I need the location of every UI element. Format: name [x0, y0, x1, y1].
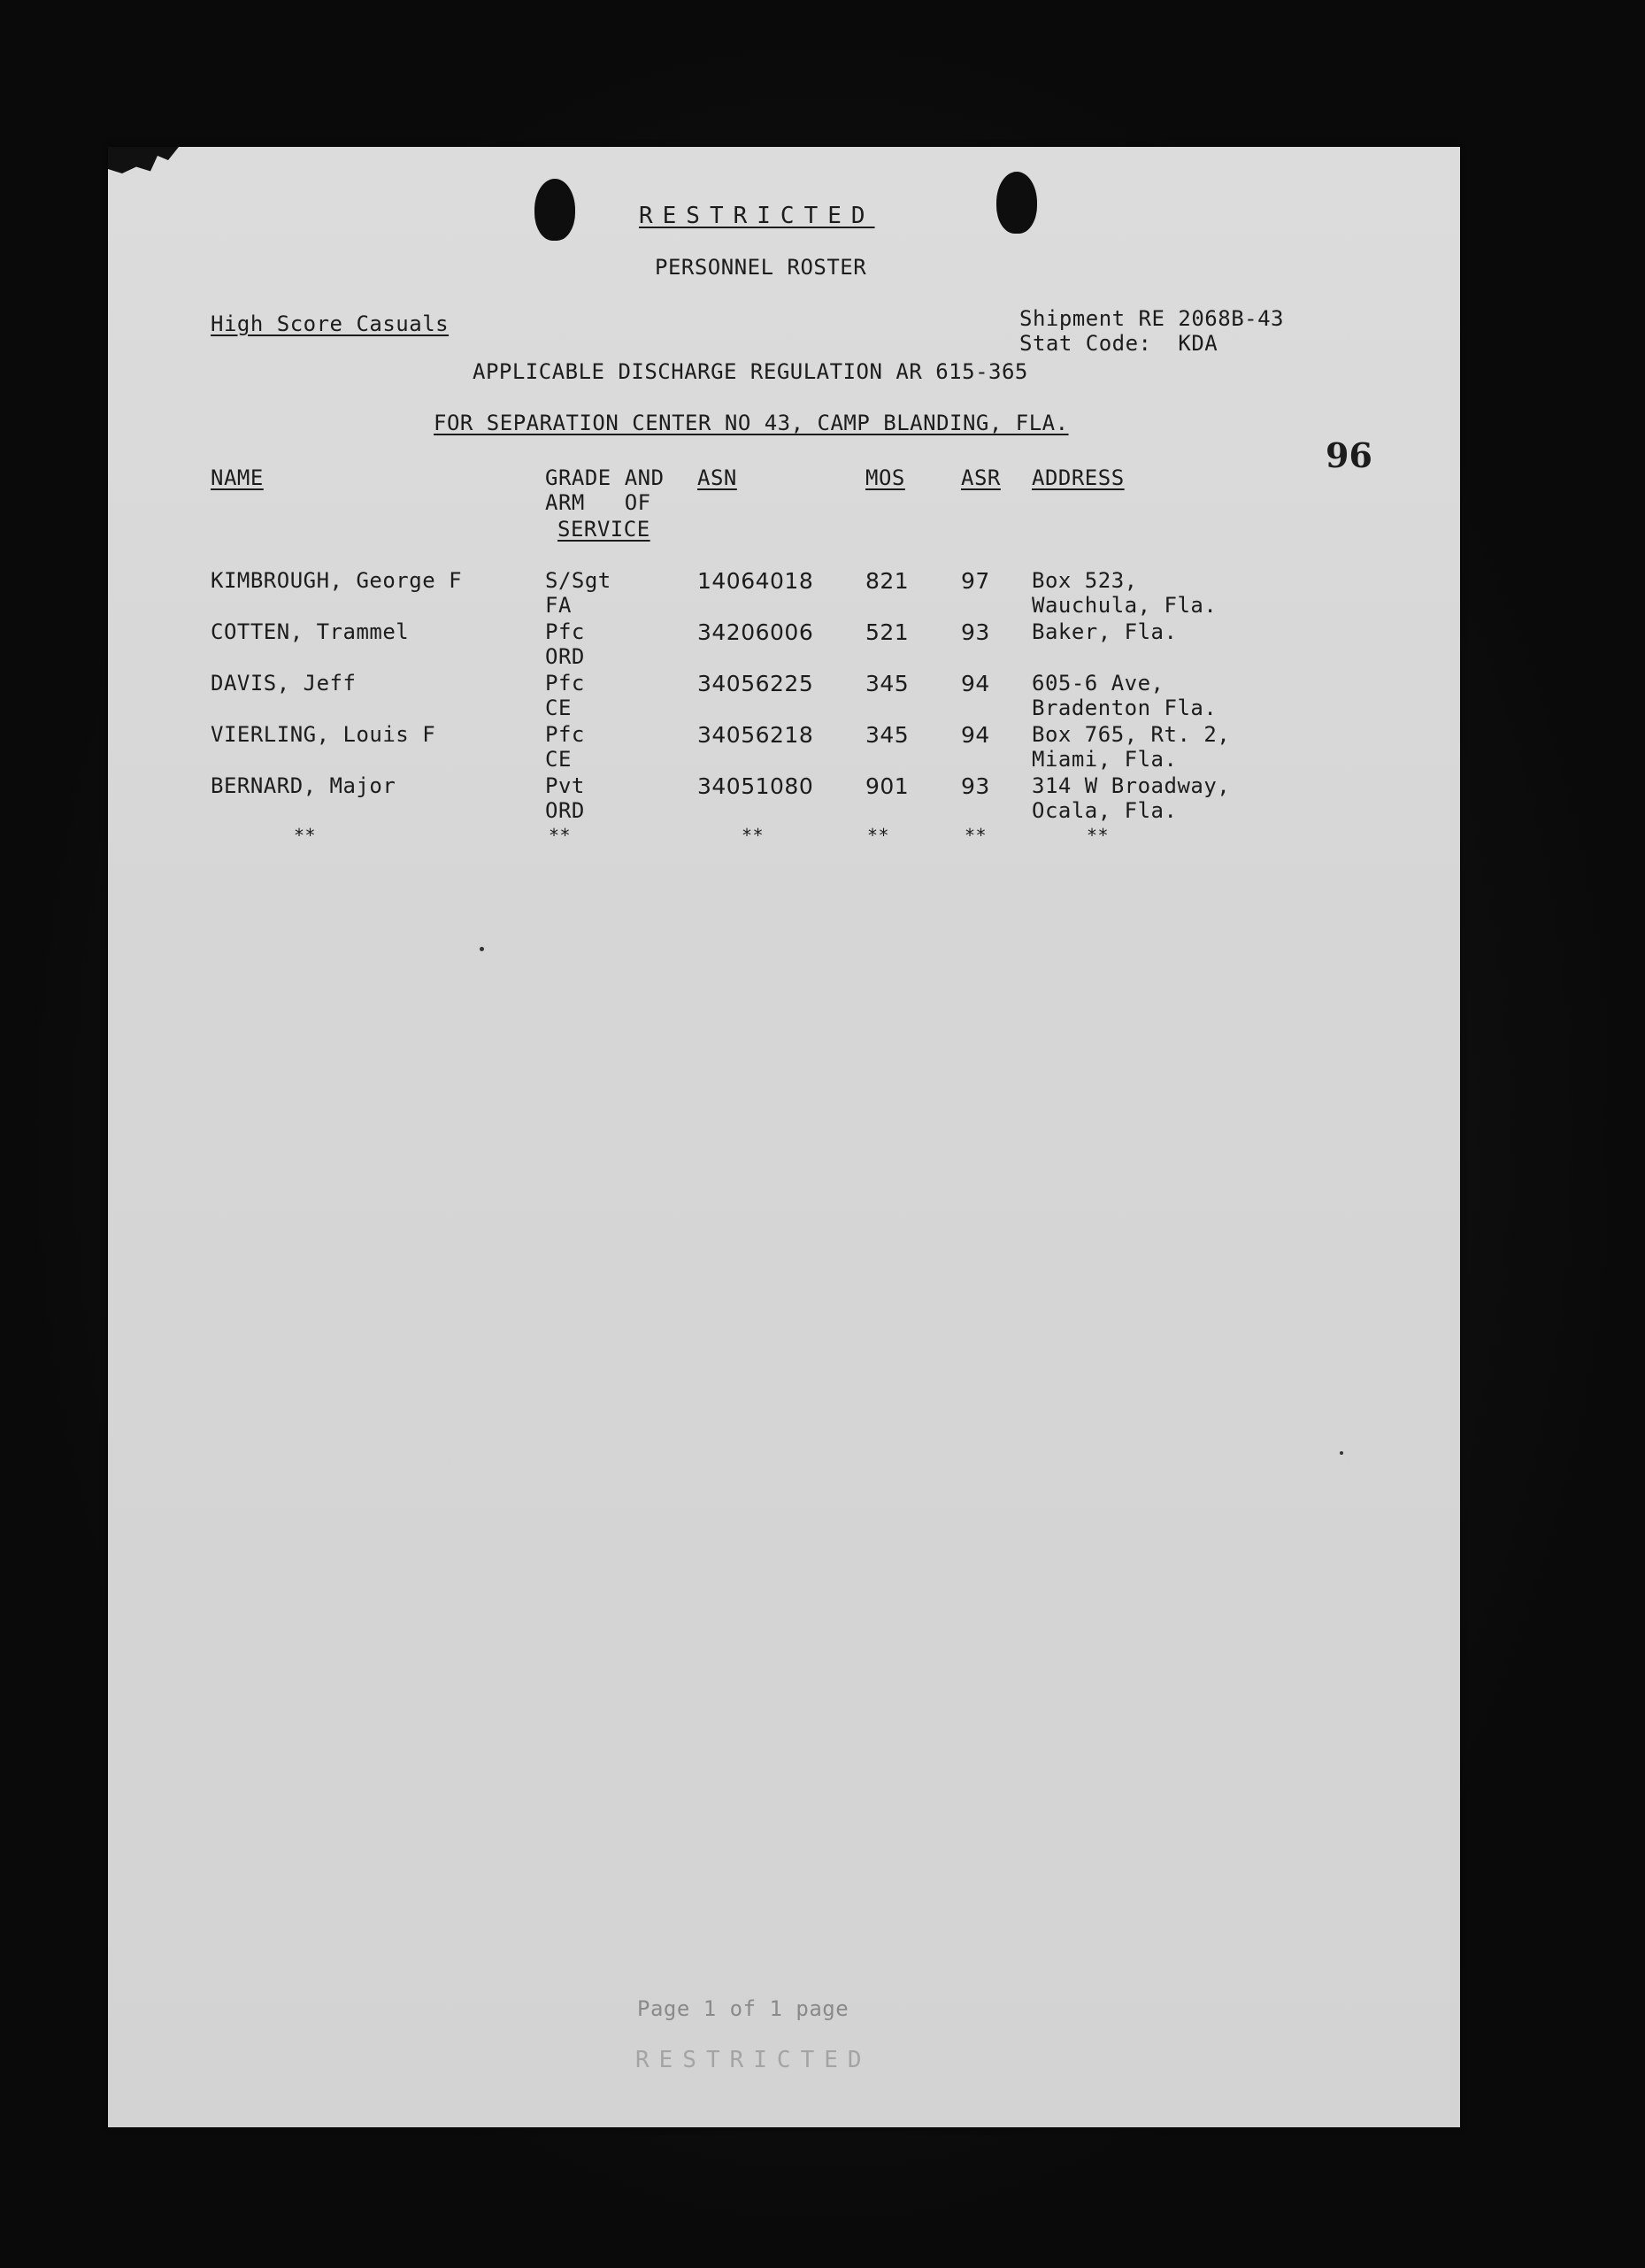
unit-name: High Score Casuals — [211, 311, 450, 336]
column-header-name: NAME — [211, 465, 264, 490]
roster-row — [108, 671, 1460, 722]
soldier-name: KIMBROUGH, George F — [211, 568, 463, 593]
classification-header: RESTRICTED — [639, 203, 875, 229]
paper-speck — [1340, 1451, 1343, 1455]
page-number-stamp: 96 — [1326, 435, 1372, 475]
soldier-asn: 34056218 — [697, 722, 814, 748]
soldier-asr: 93 — [961, 773, 990, 799]
end-of-list-marks — [108, 823, 1460, 850]
soldier-address-line2: Miami, Fla. — [1032, 747, 1178, 772]
roster-row — [108, 568, 1460, 619]
soldier-name: DAVIS, Jeff — [211, 671, 357, 696]
soldier-arm: CE — [545, 747, 572, 772]
punch-hole-right — [996, 172, 1037, 234]
soldier-grade: Pfc — [545, 619, 585, 644]
torn-corner — [108, 147, 179, 191]
soldier-address-line1: Box 523, — [1032, 568, 1138, 593]
soldier-grade: Pfc — [545, 671, 585, 696]
shipment-number: Shipment RE 2068B-43 — [1019, 306, 1284, 331]
end-mark: ** — [1087, 825, 1110, 846]
stat-code: Stat Code: KDA — [1019, 331, 1218, 356]
column-header-address: ADDRESS — [1032, 465, 1125, 490]
soldier-name: COTTEN, Trammel — [211, 619, 410, 644]
soldier-address-line1: 314 W Broadway, — [1032, 773, 1231, 798]
soldier-address-line2: Ocala, Fla. — [1032, 798, 1178, 823]
soldier-asr: 93 — [961, 619, 990, 645]
column-header-grade-line3: SERVICE — [557, 517, 650, 542]
soldier-name: BERNARD, Major — [211, 773, 396, 798]
soldier-asn: 34051080 — [697, 773, 814, 799]
soldier-address-line1: Baker, Fla. — [1032, 619, 1178, 644]
soldier-arm: FA — [545, 593, 572, 618]
column-header-asn: ASN — [697, 465, 737, 490]
soldier-address-line2: Wauchula, Fla. — [1032, 593, 1218, 618]
soldier-mos: 345 — [865, 722, 910, 748]
roster-row — [108, 619, 1460, 671]
soldier-asr: 94 — [961, 671, 990, 696]
soldier-grade: Pfc — [545, 722, 585, 747]
document-title: PERSONNEL ROSTER — [655, 255, 867, 280]
page-footer: Page 1 of 1 page — [637, 1996, 849, 2021]
classification-footer: RESTRICTED — [635, 2047, 872, 2073]
end-mark: ** — [742, 825, 765, 846]
discharge-regulation: APPLICABLE DISCHARGE REGULATION AR 615-365 — [473, 359, 1028, 384]
soldier-name: VIERLING, Louis F — [211, 722, 436, 747]
column-header-asr: ASR — [961, 465, 1001, 490]
end-mark: ** — [294, 825, 317, 846]
soldier-arm: CE — [545, 696, 572, 720]
soldier-grade: S/Sgt — [545, 568, 611, 593]
soldier-arm: ORD — [545, 798, 585, 823]
soldier-asn: 14064018 — [697, 568, 814, 594]
paper-speck — [480, 947, 484, 951]
soldier-asr: 97 — [961, 568, 990, 594]
soldier-asn: 34206006 — [697, 619, 814, 645]
soldier-mos: 821 — [865, 568, 910, 594]
column-header-grade-line1: GRADE AND — [545, 465, 665, 490]
soldier-address-line1: Box 765, Rt. 2, — [1032, 722, 1231, 747]
column-header-grade-line2: ARM OF — [545, 490, 651, 515]
soldier-mos: 345 — [865, 671, 910, 696]
soldier-mos: 521 — [865, 619, 910, 645]
column-header-mos: MOS — [865, 465, 905, 490]
roster-row — [108, 773, 1460, 825]
roster-row — [108, 722, 1460, 773]
punch-hole-left — [534, 179, 575, 241]
end-mark: ** — [965, 825, 988, 846]
end-mark: ** — [549, 825, 572, 846]
soldier-asn: 34056225 — [697, 671, 814, 696]
soldier-address-line1: 605-6 Ave, — [1032, 671, 1165, 696]
end-mark: ** — [867, 825, 890, 846]
document-page — [108, 147, 1460, 2127]
soldier-grade: Pvt — [545, 773, 585, 798]
soldier-asr: 94 — [961, 722, 990, 748]
separation-center: FOR SEPARATION CENTER NO 43, CAMP BLANDING, FLA. — [434, 411, 1069, 435]
soldier-address-line2: Bradenton Fla. — [1032, 696, 1218, 720]
soldier-mos: 901 — [865, 773, 910, 799]
soldier-arm: ORD — [545, 644, 585, 669]
